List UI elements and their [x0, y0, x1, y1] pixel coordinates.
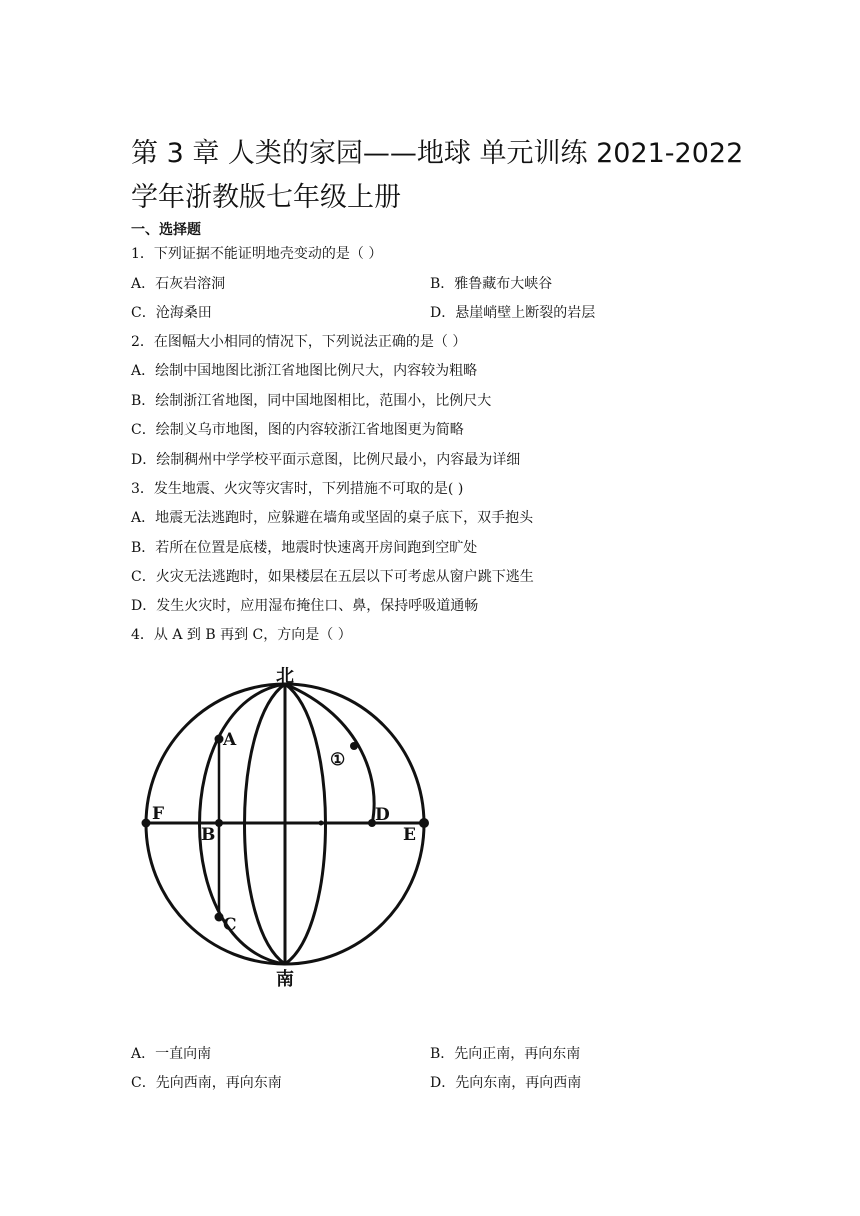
question-1-option-b: B．雅鲁藏布大峡谷 [430, 276, 553, 292]
point-a-label: A [223, 730, 237, 750]
question-4-stem: 4．从 A 到 B 再到 C，方向是（ ） [131, 627, 352, 643]
question-2-option-a: A．绘制中国地图比浙江省地图比例尺大，内容较为粗略 [131, 363, 478, 379]
point-e-dot [419, 818, 429, 828]
marker-1-dot [350, 742, 358, 750]
point-b-dot [215, 819, 223, 827]
equator-meridian-dot [319, 821, 324, 826]
question-2-stem: 2．在图幅大小相同的情况下，下列说法正确的是（ ） [131, 334, 467, 350]
south-label: 南 [276, 969, 294, 990]
question-1-stem: 1．下列证据不能证明地壳变动的是（ ） [131, 246, 383, 262]
north-label: 北 [276, 666, 294, 687]
point-c-label: C [223, 915, 237, 935]
globe-diagram [131, 662, 451, 992]
question-1-option-a: A．石灰岩溶洞 [131, 276, 226, 292]
question-2-option-b: B．绘制浙江省地图，同中国地图相比，范围小，比例尺大 [131, 393, 492, 409]
question-2-option-d: D．绘制稠州中学学校平面示意图，比例尺最小，内容最为详细 [131, 452, 521, 468]
question-4-option-c: C．先向西南，再向东南 [131, 1075, 282, 1091]
question-1-option-d: D．悬崖峭壁上断裂的岩层 [430, 305, 596, 321]
point-f-label: F [152, 804, 165, 824]
question-3-option-c: C．火灾无法逃跑时，如果楼层在五层以下可考虑从窗户跳下逃生 [131, 569, 534, 585]
question-4-option-d: D．先向东南，再向西南 [430, 1075, 582, 1091]
point-e-label: E [403, 825, 416, 845]
globe-figure [131, 662, 451, 992]
question-2-option-c: C．绘制义乌市地图，图的内容较浙江省地图更为简略 [131, 422, 464, 438]
point-f-dot [142, 819, 151, 828]
question-4-option-b: B．先向正南，再向东南 [430, 1046, 581, 1062]
question-3-option-b: B．若所在位置是底楼，地震时快速离开房间跑到空旷处 [131, 540, 478, 556]
section-heading: 一、选择题 [131, 222, 201, 238]
question-3-option-a: A．地震无法逃跑时，应躲避在墙角或坚固的桌子底下，双手抱头 [131, 510, 534, 526]
point-d-label: D [375, 805, 390, 825]
question-3-option-d: D．发生火灾时，应用湿布掩住口、鼻，保持呼吸道通畅 [131, 598, 479, 614]
marker-1-label: ① [330, 750, 346, 770]
point-b-label: B [201, 825, 216, 845]
document-title: 第 3 章 人类的家园——地球 单元训练 2021-2022 学年浙教版七年级上册 [131, 138, 744, 213]
question-4-option-a: A．一直向南 [131, 1046, 212, 1062]
question-3-stem: 3．发生地震、火灾等灾害时，下列措施不可取的是( ) [131, 481, 464, 497]
question-1-option-c: C．沧海桑田 [131, 305, 212, 321]
